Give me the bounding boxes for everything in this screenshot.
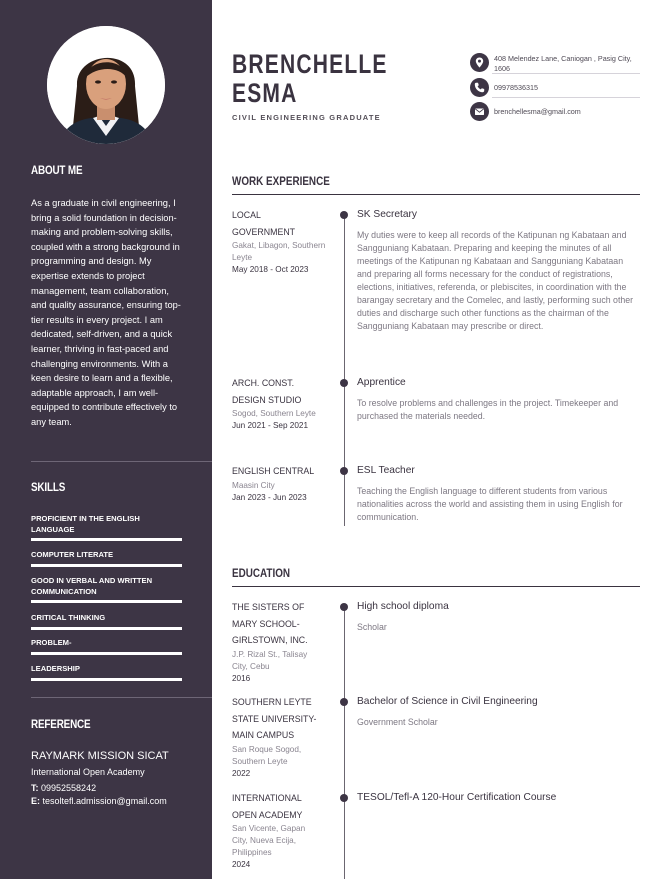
org-line: DESIGN STUDIO (232, 394, 302, 405)
entry-place: Sogod, Southern Leyte (232, 409, 316, 418)
work-entry-detail (357, 208, 640, 333)
entry-place: San Roque Sogod, Southern Leyte (232, 744, 302, 766)
skill-item (31, 638, 182, 655)
education-entry-school (232, 790, 332, 871)
reference-name: RAYMARK MISSION SICAT (31, 750, 169, 762)
reference-phone-value: 09952558242 (41, 783, 97, 793)
work-entry-detail (357, 464, 640, 524)
school-line: SOUTHERN LEYTE (232, 697, 312, 707)
entry-description: To resolve problems and challenges in the project. Timekeeper and purchased the materials needed. (357, 398, 619, 421)
skill-item (31, 664, 182, 681)
work-entry-org (232, 207, 332, 276)
sidebar-divider (31, 461, 212, 462)
education-entry-school (232, 694, 332, 780)
entry-role: ESL Teacher (357, 465, 415, 476)
reference-email-value: tesoltefl.admission@gmail.com (42, 796, 167, 806)
school-line: GIRLSTOWN, INC. (232, 635, 308, 645)
sidebar (0, 0, 212, 879)
education-heading: EDUCATION (232, 568, 291, 580)
section-rule (232, 194, 640, 195)
org-line: GOVERNMENT (232, 226, 296, 237)
entry-place: J.P. Rizal St., Talisay City, Cebu (232, 649, 308, 671)
name-last: ESMA (232, 78, 298, 108)
sidebar-divider (31, 697, 212, 698)
skill-label: PROBLEM- (31, 638, 72, 647)
reference-email (31, 796, 167, 806)
entry-description: My duties were to keep all records of the Katipunan ng Kabataan and Sangguniang Kabataan. Preparing and keeping the minutes of all meetings of the Katipunan ng Kabataan and Sangguniang Kabataan and preparing all forms necessary for the conduct of registrations, elections, initiatives, referenda, or plebiscites, in coordination with the barangay secretary and the Comelec, and lastly, performing such other duties and discharge such other functions as the chairman of the Sangguniang Kabataan may prescribe or direct. (357, 230, 634, 331)
skill-bar (31, 600, 182, 603)
profile-photo (47, 26, 165, 144)
reference-heading: REFERENCE (31, 719, 91, 731)
timeline-dot (340, 211, 348, 219)
section-rule (232, 586, 640, 587)
skills-heading: SKILLS (31, 482, 66, 494)
entry-dates: Jan 2023 - Jun 2023 (232, 492, 307, 502)
entry-note: Government Scholar (357, 717, 438, 727)
skill-bar (31, 538, 182, 541)
entry-description: Teaching the English language to different students from various nationalities across the world and assisting them in using English for communication. (357, 486, 623, 522)
entry-place: San Vicente, Gapan City, Nueva Ecija, Philippines (232, 824, 306, 857)
contact-divider (492, 97, 640, 98)
school-line: OPEN ACADEMY (232, 809, 303, 820)
work-entry-detail (357, 376, 640, 423)
education-entry-detail (357, 791, 640, 805)
entry-year: 2024 (232, 860, 251, 869)
skill-label: COMPUTER LITERATE (31, 550, 114, 559)
entry-dates: May 2018 - Oct 2023 (232, 265, 309, 274)
skill-item (31, 613, 182, 630)
skill-item (31, 550, 182, 567)
work-timeline (344, 215, 345, 526)
skill-bar (31, 564, 182, 567)
org-line: ARCH. CONST. (232, 378, 295, 388)
name-first: BRENCHELLE (232, 49, 388, 79)
education-timeline (344, 606, 345, 879)
job-subtitle: CIVIL ENGINEERING GRADUATE (232, 113, 381, 122)
skill-bar (31, 678, 182, 681)
contact-phone-text: 09978536315 (494, 83, 538, 92)
timeline-dot (340, 467, 348, 475)
about-text: As a graduate in civil engineering, I bring a solid foundation in decision-making and problem-solving skills, coupled with a strong background in programming and design. My expertise extends to project management, team collaboration, and quality assurance, ensuring top-tier results in every project. I am dedicated, self-driven, and a quick learner, thriving in fast-paced and challenging environments. With a keen desire to learn and a flexible, adaptable approach, I am well-equipped to contribute effectively to any team. (31, 198, 181, 427)
entry-year: 2022 (232, 768, 251, 778)
reference-phone (31, 783, 96, 793)
reference-org: International Open Academy (31, 767, 145, 777)
skill-bar (31, 652, 182, 655)
org-line: LOCAL (232, 210, 261, 220)
work-heading: WORK EXPERIENCE (232, 176, 330, 188)
candidate-name (232, 50, 388, 108)
education-entry-school (232, 599, 332, 685)
contact-divider (492, 73, 640, 74)
reference-email-label: E: (31, 796, 40, 806)
skill-bar (31, 627, 182, 630)
about-heading: ABOUT ME (31, 165, 83, 177)
school-line: MARY SCHOOL- (232, 618, 300, 629)
org-line: ENGLISH CENTRAL (232, 466, 315, 476)
entry-dates: Jun 2021 - Sep 2021 (232, 421, 309, 430)
reference-phone-label: T: (31, 783, 39, 793)
skill-label: PROFICIENT IN THE ENGLISH LANGUAGE (31, 514, 140, 534)
timeline-dot (340, 379, 348, 387)
entry-degree: Bachelor of Science in Civil Engineering (357, 696, 538, 707)
entry-place: Gakat, Libagon, Southern Leyte (232, 241, 326, 262)
entry-role: SK Secretary (357, 209, 418, 220)
timeline-dot (340, 698, 348, 706)
phone-icon (470, 78, 489, 97)
work-entry-org (232, 375, 332, 432)
mail-icon (470, 102, 489, 121)
contact-email-text: brenchellesma@gmail.com (494, 107, 581, 116)
entry-role: Apprentice (357, 377, 406, 388)
education-entry-detail (357, 600, 640, 634)
work-entry-org (232, 463, 332, 504)
education-entry-detail (357, 695, 640, 729)
skill-item (31, 576, 182, 603)
skill-label: GOOD IN VERBAL AND WRITTEN COMMUNICATION (31, 576, 153, 596)
skill-label: CRITICAL THINKING (31, 613, 106, 622)
timeline-dot (340, 794, 348, 802)
entry-degree: TESOL/Tefl-A 120-Hour Certification Course (357, 792, 557, 803)
timeline-dot (340, 603, 348, 611)
contact-address-text: 408 Melendez Lane, Caniogan , Pasig City, 1606 (494, 54, 632, 73)
school-line: INTERNATIONAL (232, 793, 302, 803)
entry-place: Maasin City (232, 480, 275, 490)
skill-item (31, 514, 182, 541)
location-pin-icon (470, 53, 489, 72)
school-line: MAIN CAMPUS (232, 730, 295, 740)
school-line: THE SISTERS OF (232, 602, 305, 612)
entry-note: Scholar (357, 622, 387, 632)
portrait-illustration (47, 26, 165, 144)
entry-degree: High school diploma (357, 601, 449, 612)
entry-year: 2016 (232, 673, 251, 683)
school-line: STATE UNIVERSITY- (232, 713, 317, 724)
skill-label: LEADERSHIP (31, 664, 80, 673)
